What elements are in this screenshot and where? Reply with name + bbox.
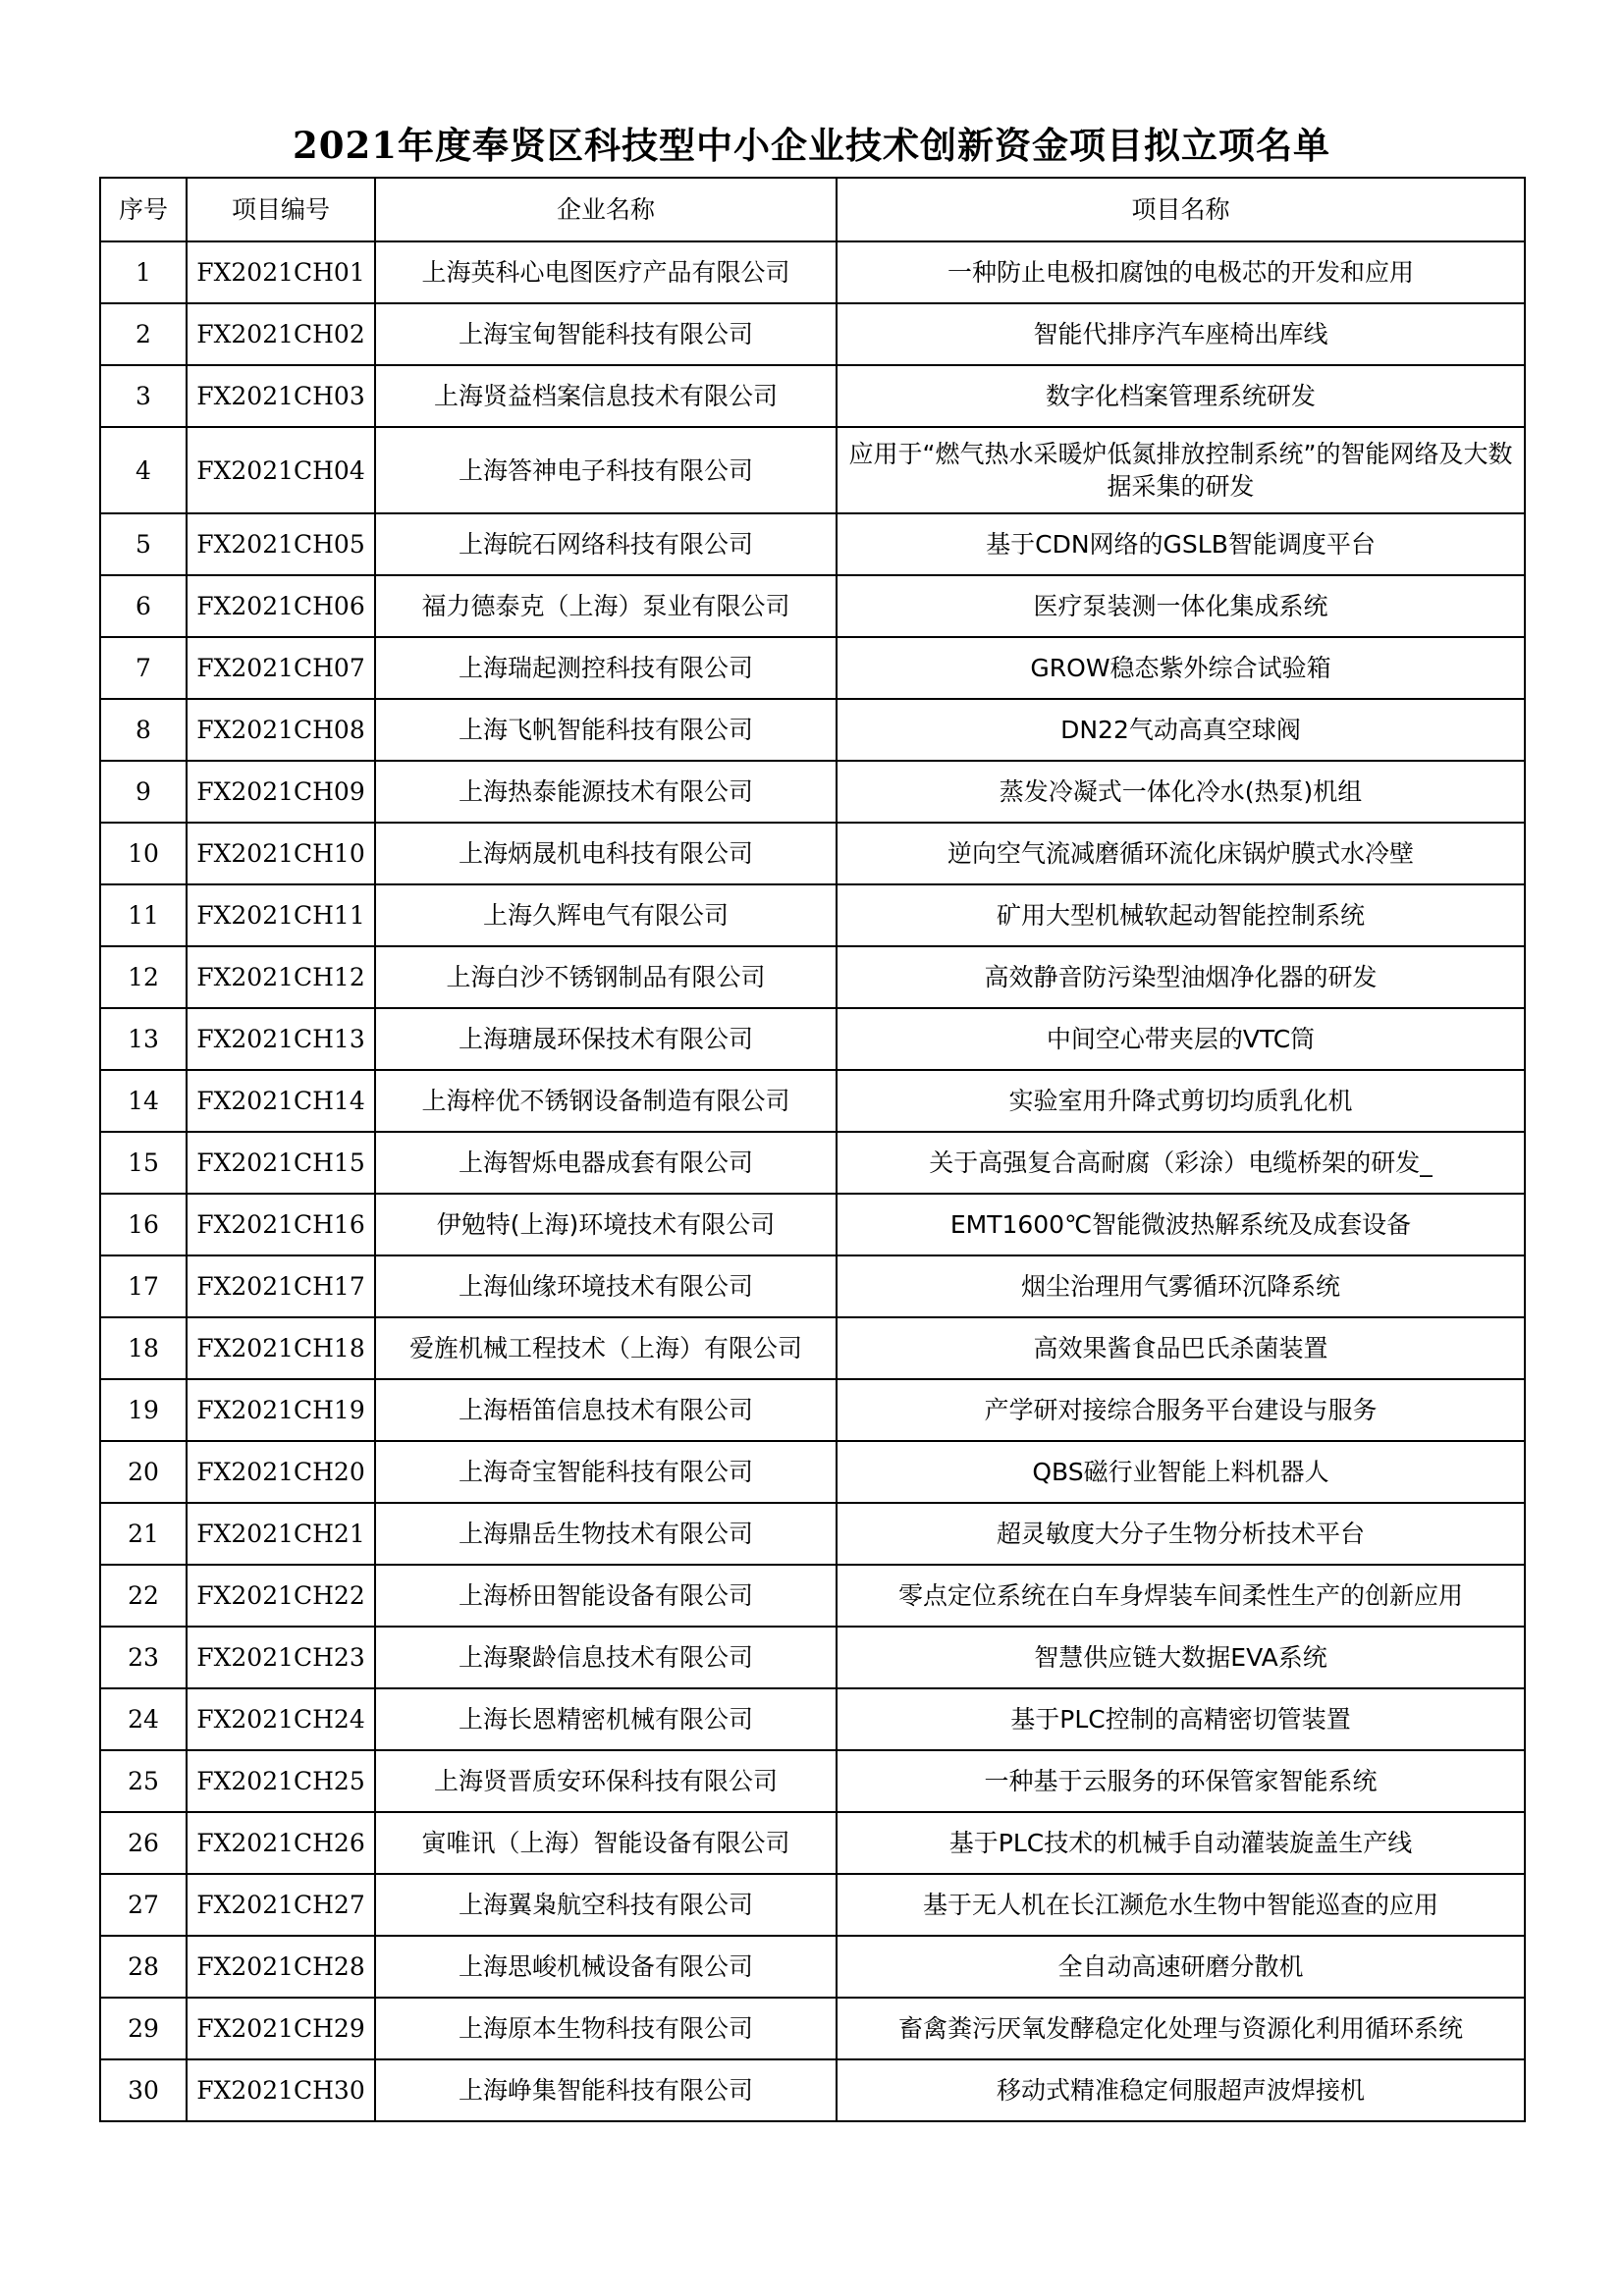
row-index: 30 [100,2059,187,2121]
row-index: 25 [100,1750,187,1812]
table-row [100,761,1525,823]
row-index: 8 [100,699,187,761]
row-company-name: 上海答神电子科技有限公司 [375,427,837,513]
row-project-name: 智慧供应链大数据EVA系统 [837,1627,1525,1688]
row-company-name: 上海炳晟机电科技有限公司 [375,823,837,884]
row-company-name: 上海飞帆智能科技有限公司 [375,699,837,761]
row-index: 27 [100,1874,187,1936]
row-company-name: 上海英科心电图医疗产品有限公司 [375,241,837,303]
table-row [100,946,1525,1008]
row-project-code: FX2021CH20 [187,1441,375,1503]
row-company-name: 爱旌机械工程技术（上海）有限公司 [375,1317,837,1379]
table-row [100,1874,1525,1936]
table-header-row [100,178,1525,241]
row-project-name: 智能代排序汽车座椅出库线 [837,303,1525,365]
row-project-code: FX2021CH22 [187,1565,375,1627]
row-company-name: 上海梓优不锈钢设备制造有限公司 [375,1070,837,1132]
row-project-code: FX2021CH10 [187,823,375,884]
row-project-code: FX2021CH30 [187,2059,375,2121]
row-company-name: 上海贤益档案信息技术有限公司 [375,365,837,427]
row-project-name: 高效果酱食品巴氏杀菌装置 [837,1317,1525,1379]
row-project-code: FX2021CH15 [187,1132,375,1194]
row-project-name: 蒸发冷凝式一体化冷水(热泵)机组 [837,761,1525,823]
table-row [100,2059,1525,2121]
row-company-name: 上海瑭晟环保技术有限公司 [375,1008,837,1070]
table-row [100,1441,1525,1503]
table-row [100,513,1525,575]
row-company-name: 上海思峻机械设备有限公司 [375,1936,837,1998]
row-index: 5 [100,513,187,575]
row-project-name: 高效静音防污染型油烟净化器的研发 [837,946,1525,1008]
table-body [100,241,1525,2121]
project-table [99,177,1526,2122]
table-row [100,1503,1525,1565]
row-company-name: 上海鼎岳生物技术有限公司 [375,1503,837,1565]
row-company-name: 寅唯讯（上海）智能设备有限公司 [375,1812,837,1874]
row-project-code: FX2021CH12 [187,946,375,1008]
row-project-code: FX2021CH17 [187,1255,375,1317]
row-project-name: QBS磁行业智能上料机器人 [837,1441,1525,1503]
table-row [100,1812,1525,1874]
row-project-name: 逆向空气流减磨循环流化床锅炉膜式水冷壁 [837,823,1525,884]
row-project-name: 畜禽粪污厌氧发酵稳定化处理与资源化利用循环系统 [837,1998,1525,2059]
row-company-name: 上海奇宝智能科技有限公司 [375,1441,837,1503]
row-company-name: 上海峥集智能科技有限公司 [375,2059,837,2121]
table-row [100,1070,1525,1132]
row-company-name: 上海原本生物科技有限公司 [375,1998,837,2059]
row-project-name: 关于高强复合高耐腐（彩涂）电缆桥架的研发_ [837,1132,1525,1194]
row-project-name: GROW稳态紫外综合试验箱 [837,637,1525,699]
row-project-name: 医疗泵装测一体化集成系统 [837,575,1525,637]
row-index: 26 [100,1812,187,1874]
row-index: 24 [100,1688,187,1750]
row-project-code: FX2021CH28 [187,1936,375,1998]
row-project-name: 矿用大型机械软起动智能控制系统 [837,884,1525,946]
row-index: 6 [100,575,187,637]
table-row [100,1132,1525,1194]
page-title: 2021年度奉贤区科技型中小企业技术创新资金项目拟立项名单 [293,124,1330,167]
row-project-name: 中间空心带夹层的VTC筒 [837,1008,1525,1070]
row-index: 16 [100,1194,187,1255]
row-project-code: FX2021CH13 [187,1008,375,1070]
row-project-name: 一种基于云服务的环保管家智能系统 [837,1750,1525,1812]
row-company-name: 上海智烁电器成套有限公司 [375,1132,837,1194]
row-index: 3 [100,365,187,427]
row-project-code: FX2021CH02 [187,303,375,365]
table-row [100,241,1525,303]
table-row [100,1627,1525,1688]
row-company-name: 上海仙缘环境技术有限公司 [375,1255,837,1317]
table-row [100,303,1525,365]
table-row [100,1379,1525,1441]
row-project-name: 应用于“燃气热水采暖炉低氮排放控制系统”的智能网络及大数据采集的研发 [837,427,1525,513]
row-index: 11 [100,884,187,946]
row-company-name: 上海聚龄信息技术有限公司 [375,1627,837,1688]
row-index: 10 [100,823,187,884]
row-company-name: 上海翼枭航空科技有限公司 [375,1874,837,1936]
row-project-code: FX2021CH05 [187,513,375,575]
header-company: 企业名称 [375,178,837,241]
row-project-name: EMT1600℃智能微波热解系统及成套设备 [837,1194,1525,1255]
row-project-name: 基于无人机在长江濒危水生物中智能巡查的应用 [837,1874,1525,1936]
table-row [100,884,1525,946]
row-index: 14 [100,1070,187,1132]
row-company-name: 上海久辉电气有限公司 [375,884,837,946]
row-project-code: FX2021CH19 [187,1379,375,1441]
table-row [100,1317,1525,1379]
table-row [100,1998,1525,2059]
row-index: 1 [100,241,187,303]
row-project-name: 移动式精准稳定伺服超声波焊接机 [837,2059,1525,2121]
row-project-name: 零点定位系统在白车身焊装车间柔性生产的创新应用 [837,1565,1525,1627]
row-index: 17 [100,1255,187,1317]
row-project-code: FX2021CH01 [187,241,375,303]
row-project-code: FX2021CH16 [187,1194,375,1255]
table-row [100,1750,1525,1812]
row-company-name: 上海热泰能源技术有限公司 [375,761,837,823]
row-index: 28 [100,1936,187,1998]
row-index: 29 [100,1998,187,2059]
row-company-name: 上海贤晋质安环保科技有限公司 [375,1750,837,1812]
row-project-name: 烟尘治理用气雾循环沉降系统 [837,1255,1525,1317]
row-project-name: 实验室用升降式剪切均质乳化机 [837,1070,1525,1132]
table-row [100,637,1525,699]
row-company-name: 福力德泰克（上海）泵业有限公司 [375,575,837,637]
row-project-name: 全自动高速研磨分散机 [837,1936,1525,1998]
header-index: 序号 [100,178,187,241]
row-project-name: 超灵敏度大分子生物分析技术平台 [837,1503,1525,1565]
row-project-code: FX2021CH26 [187,1812,375,1874]
row-index: 15 [100,1132,187,1194]
table-row [100,1194,1525,1255]
header-project: 项目名称 [837,178,1525,241]
row-index: 18 [100,1317,187,1379]
row-project-name: 基于PLC控制的高精密切管装置 [837,1688,1525,1750]
row-company-name: 上海梧笛信息技术有限公司 [375,1379,837,1441]
row-index: 12 [100,946,187,1008]
row-project-code: FX2021CH03 [187,365,375,427]
row-project-name: 产学研对接综合服务平台建设与服务 [837,1379,1525,1441]
row-project-code: FX2021CH23 [187,1627,375,1688]
row-project-code: FX2021CH18 [187,1317,375,1379]
row-project-name: 基于CDN网络的GSLB智能调度平台 [837,513,1525,575]
table-row [100,823,1525,884]
row-project-name: 一种防止电极扣腐蚀的电极芯的开发和应用 [837,241,1525,303]
row-index: 2 [100,303,187,365]
row-project-name: 数字化档案管理系统研发 [837,365,1525,427]
row-company-name: 上海瑞起测控科技有限公司 [375,637,837,699]
row-project-name: 基于PLC技术的机械手自动灌装旋盖生产线 [837,1812,1525,1874]
table-row [100,575,1525,637]
row-project-code: FX2021CH27 [187,1874,375,1936]
row-index: 9 [100,761,187,823]
row-project-code: FX2021CH09 [187,761,375,823]
row-project-code: FX2021CH04 [187,427,375,513]
table-row [100,1008,1525,1070]
header-code: 项目编号 [187,178,375,241]
row-project-code: FX2021CH29 [187,1998,375,2059]
row-company-name: 上海皖石网络科技有限公司 [375,513,837,575]
row-index: 4 [100,427,187,513]
row-index: 22 [100,1565,187,1627]
row-company-name: 上海长恩精密机械有限公司 [375,1688,837,1750]
row-index: 13 [100,1008,187,1070]
row-company-name: 上海宝甸智能科技有限公司 [375,303,837,365]
row-project-code: FX2021CH25 [187,1750,375,1812]
row-index: 21 [100,1503,187,1565]
table-row [100,365,1525,427]
row-index: 23 [100,1627,187,1688]
row-index: 20 [100,1441,187,1503]
row-project-name: DN22气动高真空球阀 [837,699,1525,761]
row-project-code: FX2021CH06 [187,575,375,637]
table-row [100,427,1525,513]
row-index: 19 [100,1379,187,1441]
table-row [100,1565,1525,1627]
row-company-name: 上海桥田智能设备有限公司 [375,1565,837,1627]
row-project-code: FX2021CH08 [187,699,375,761]
row-project-code: FX2021CH24 [187,1688,375,1750]
table-row [100,1936,1525,1998]
table-row [100,1688,1525,1750]
row-company-name: 上海白沙不锈钢制品有限公司 [375,946,837,1008]
row-company-name: 伊勉特(上海)环境技术有限公司 [375,1194,837,1255]
row-project-code: FX2021CH14 [187,1070,375,1132]
row-project-code: FX2021CH21 [187,1503,375,1565]
row-index: 7 [100,637,187,699]
table-row [100,1255,1525,1317]
row-project-code: FX2021CH07 [187,637,375,699]
table-row [100,699,1525,761]
row-project-code: FX2021CH11 [187,884,375,946]
